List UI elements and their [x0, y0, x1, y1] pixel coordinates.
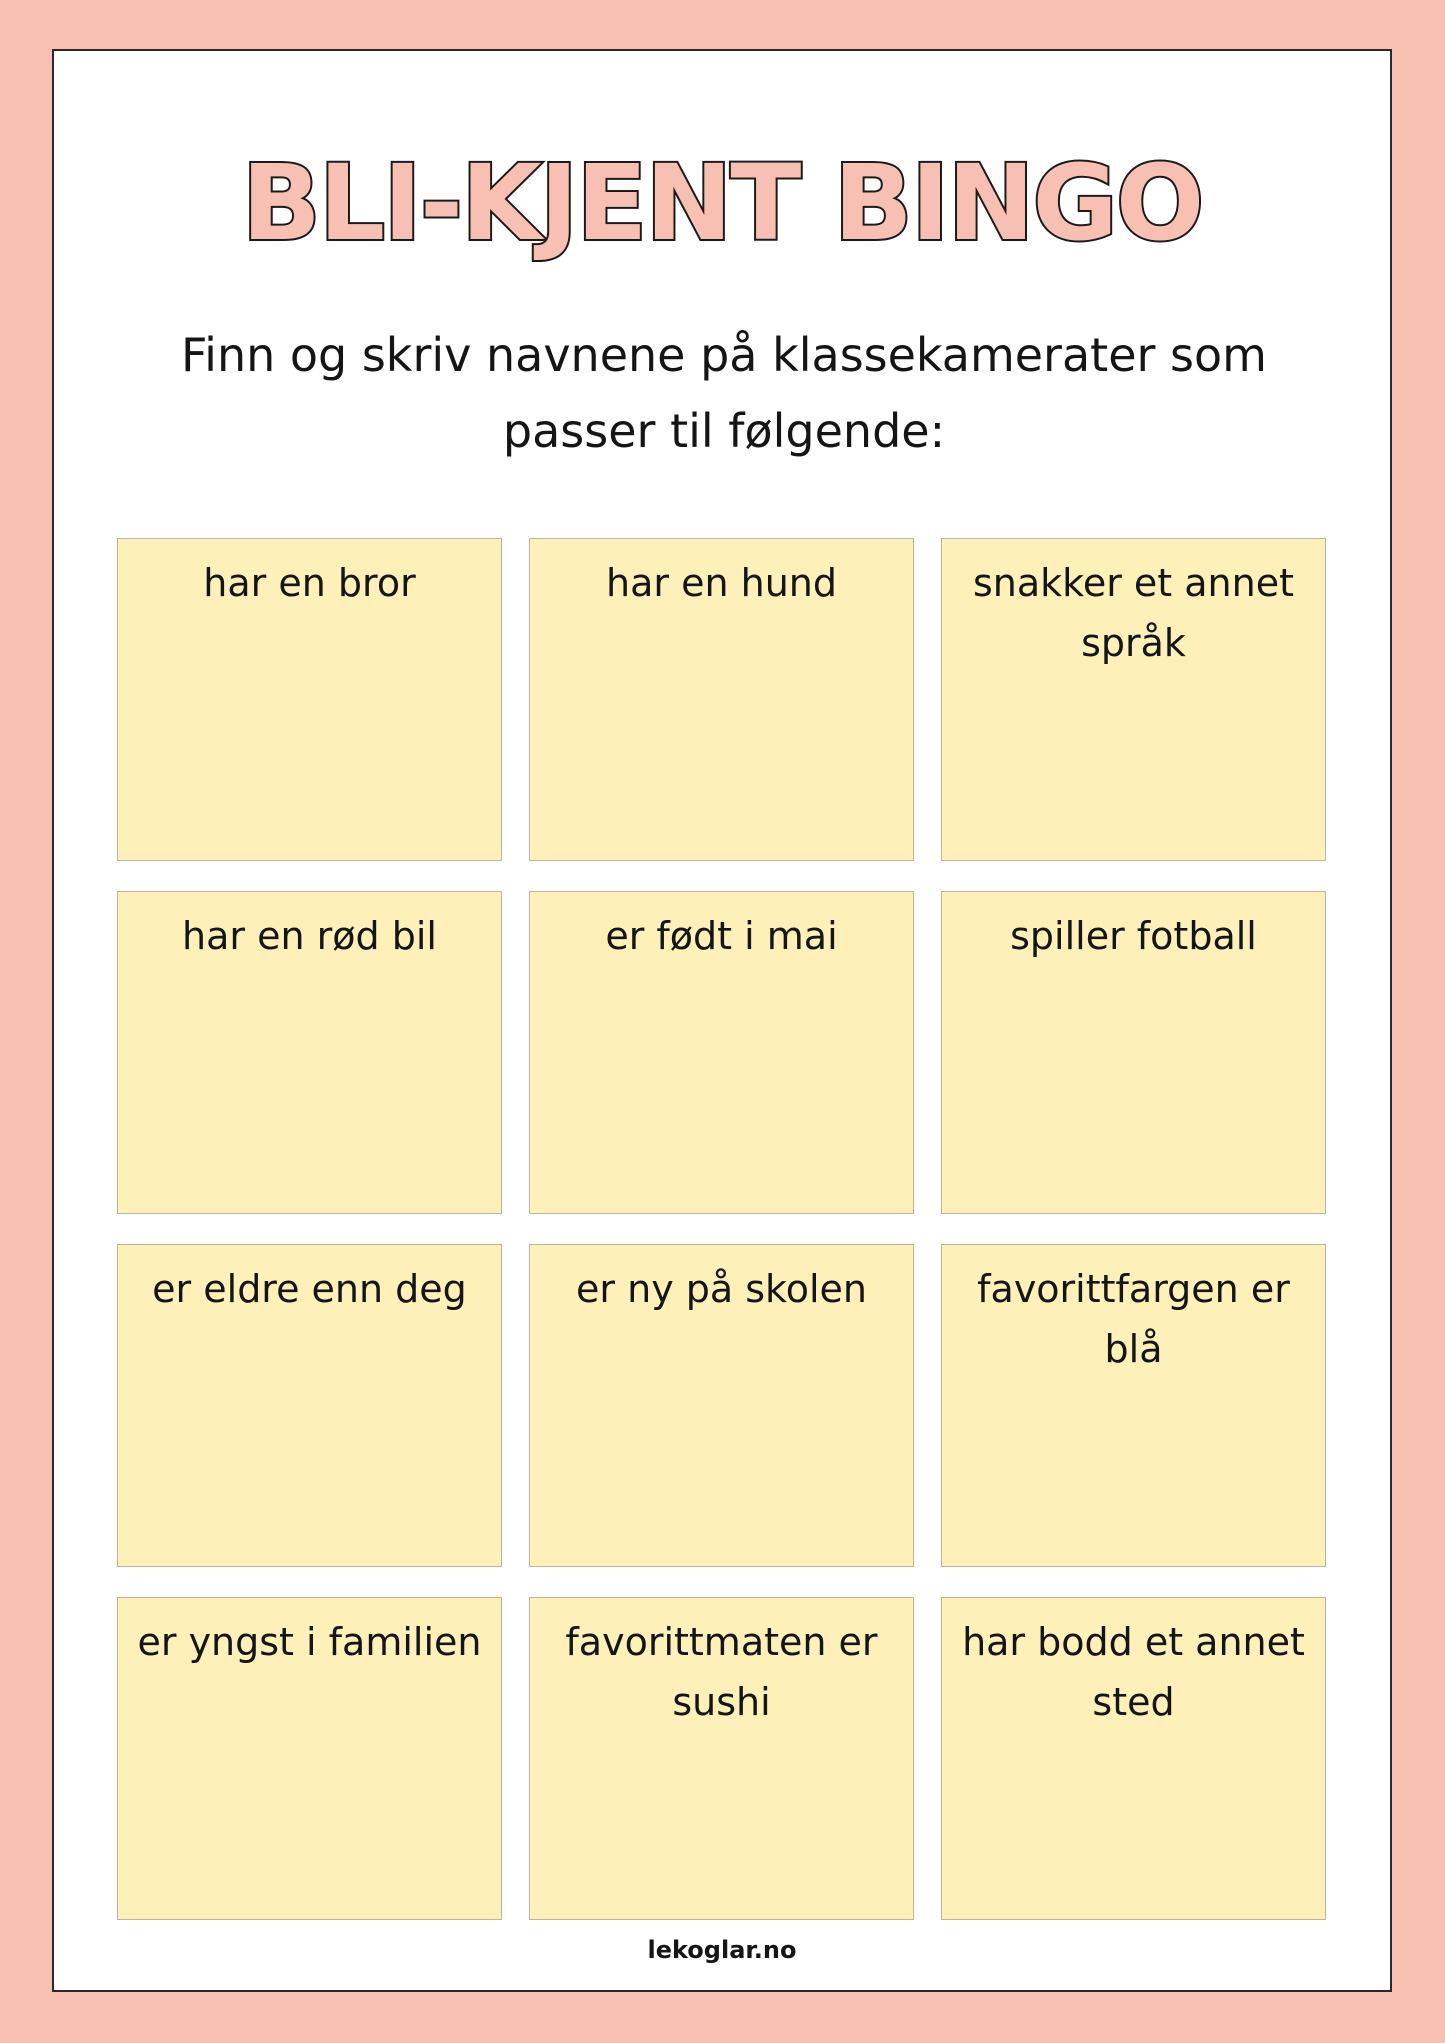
footer-site-name: lekoglar.no [647, 1936, 797, 1964]
page-title: BLI-KJENT BINGO [241, 142, 1203, 264]
bingo-cell-label: er født i mai [605, 914, 838, 958]
bingo-cell[interactable] [529, 1597, 914, 1920]
bingo-cell-label: har en bror [203, 561, 416, 605]
bingo-grid [117, 538, 1327, 1920]
bingo-cell-label: har en rød bil [182, 914, 437, 958]
bingo-cell[interactable] [529, 891, 914, 1214]
worksheet-page [52, 49, 1392, 1992]
bingo-cell[interactable] [941, 538, 1326, 861]
bingo-cell[interactable] [117, 1597, 502, 1920]
bingo-cell-label: favorittfargen er blå [977, 1267, 1290, 1371]
bingo-cell[interactable] [117, 1244, 502, 1567]
bingo-cell-label: spiller fotball [1010, 914, 1257, 958]
bingo-cell[interactable] [117, 538, 502, 861]
bingo-cell-label: snakker et annet språk [973, 561, 1294, 665]
bingo-cell[interactable] [529, 1244, 914, 1567]
bingo-cell-label: er eldre enn deg [152, 1267, 467, 1311]
bingo-cell-label: har en hund [606, 561, 837, 605]
bingo-cell-label: er yngst i familien [137, 1620, 482, 1664]
bingo-cell[interactable] [529, 538, 914, 861]
bingo-cell[interactable] [941, 1597, 1326, 1920]
bingo-cell-label: favorittmaten er sushi [565, 1620, 878, 1724]
bingo-cell[interactable] [941, 1244, 1326, 1567]
bingo-cell-label: har bodd et annet sted [962, 1620, 1305, 1724]
bingo-cell[interactable] [117, 891, 502, 1214]
instructions: Finn og skriv navnene på klassekamerater som passer til følgende: [181, 328, 1267, 458]
bingo-cell-label: er ny på skolen [576, 1267, 867, 1311]
bingo-cell[interactable] [941, 891, 1326, 1214]
